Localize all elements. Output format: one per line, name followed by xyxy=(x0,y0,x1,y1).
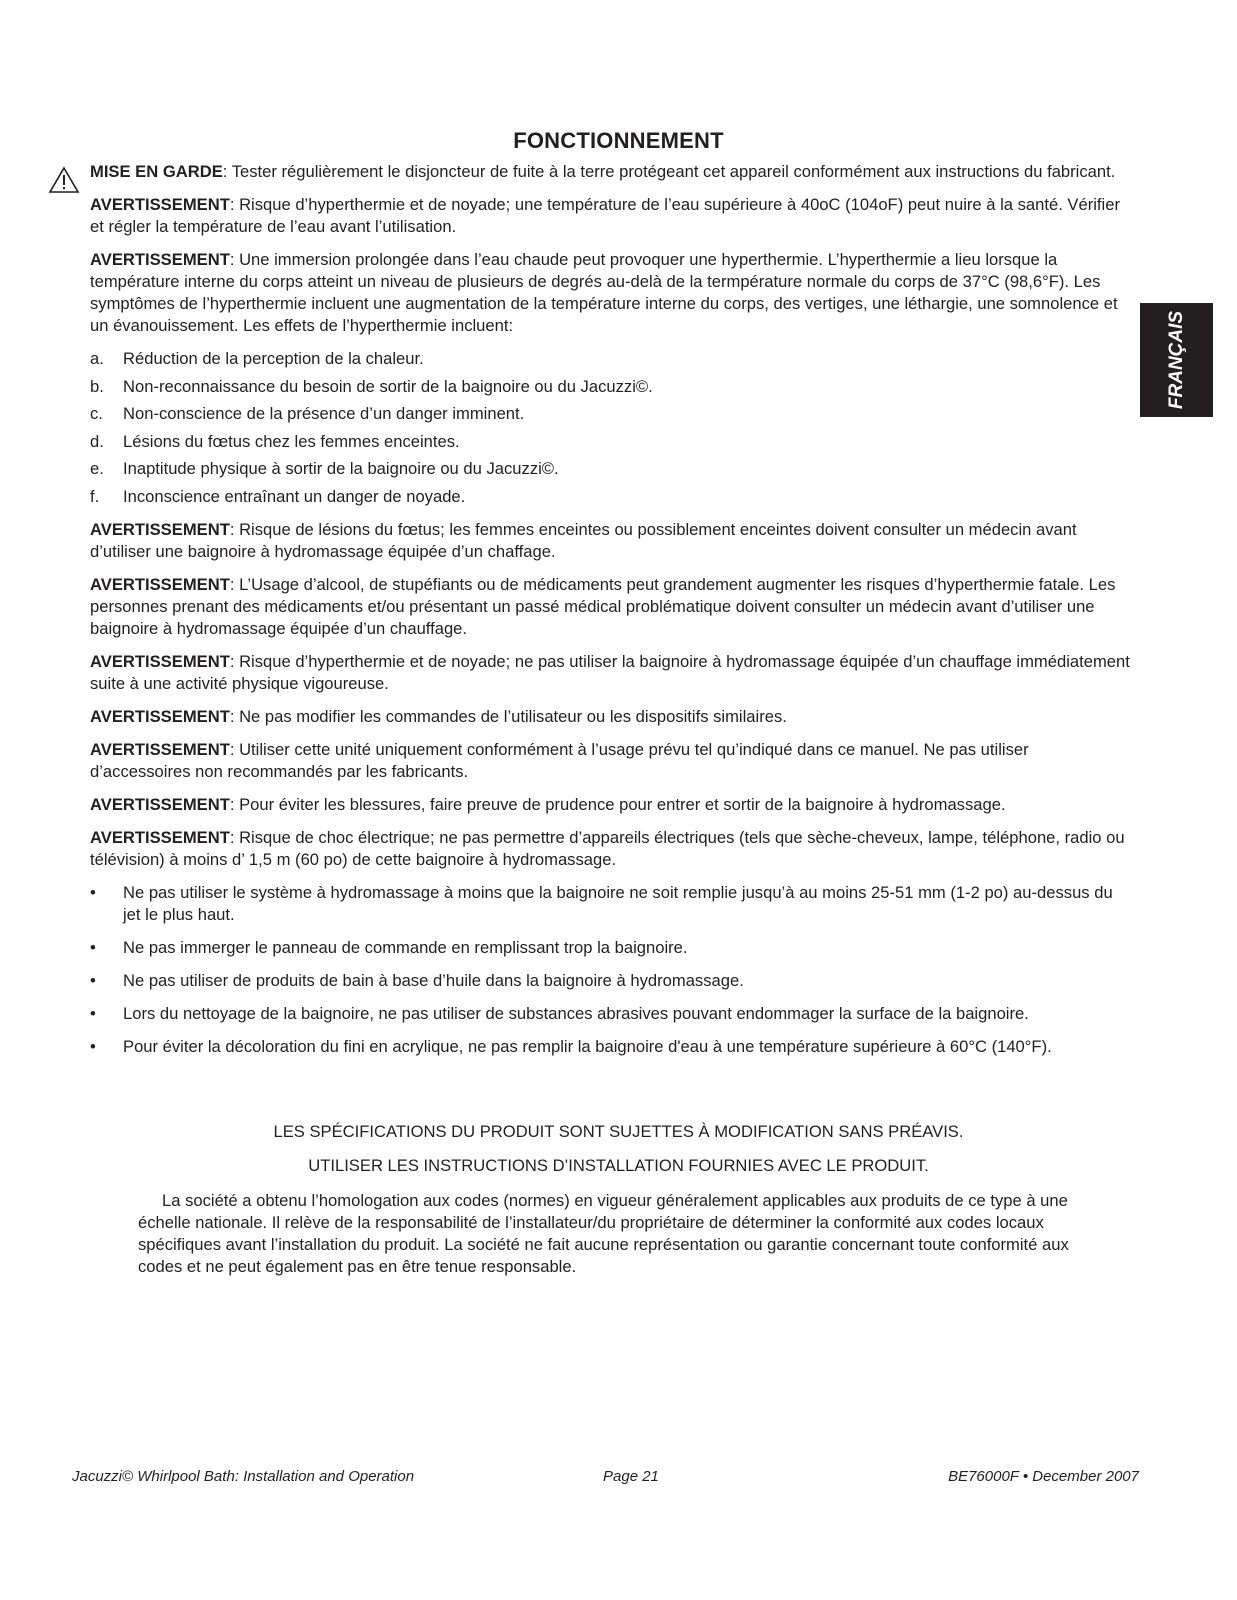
bullet-marker: • xyxy=(90,882,96,902)
list-item xyxy=(90,403,1130,425)
warning-lead: AVERTISSEMENT xyxy=(90,706,230,726)
warning-paragraph xyxy=(90,249,1130,337)
list-item xyxy=(90,348,1130,370)
footer-document-title: Jacuzzi© Whirlpool Bath: Installation and Operation xyxy=(72,1468,415,1485)
hyperthermia-effects-list xyxy=(90,348,1130,508)
list-item-text: Inaptitude physique à sortir de la baignoire ou du Jacuzzi©. xyxy=(123,459,559,478)
caution-paragraph xyxy=(90,161,1130,183)
caution-lead: MISE EN GARDE xyxy=(90,162,223,181)
warning-paragraph xyxy=(90,739,1130,783)
warning-lead: AVERTISSEMENT xyxy=(90,794,230,814)
warning-lead: AVERTISSEMENT xyxy=(90,250,230,269)
list-marker: f. xyxy=(90,486,100,506)
footer-document-code: BE76000F • December 2007 xyxy=(948,1468,1139,1485)
bullet-marker: • xyxy=(90,1003,96,1023)
bullet-marker: • xyxy=(90,1036,96,1056)
list-item-text: Lésions du fœtus chez les femmes enceintes. xyxy=(123,431,460,451)
warning-text: : Pour éviter les blessures, faire preuve de prudence pour entrer et sortir de la baignoire à hydromassage. xyxy=(229,794,1006,814)
warning-paragraph xyxy=(90,794,1130,816)
warning-lead: AVERTISSEMENT xyxy=(90,195,230,214)
warnings-section xyxy=(90,161,1130,1069)
warning-paragraph xyxy=(90,706,1130,728)
list-item-text: Réduction de la perception de la chaleur. xyxy=(123,349,424,368)
warning-paragraph xyxy=(90,519,1130,563)
warning-text: : Ne pas modifier les commandes de l’utilisateur ou les dispositifs similaires. xyxy=(229,706,787,726)
precautions-list xyxy=(90,882,1130,1058)
list-item-text: Pour éviter la décoloration du fini en acrylique, ne pas remplir la baignoire d'eau à une température supérieure à 60°C (140°F). xyxy=(123,1036,1052,1056)
warning-lead: AVERTISSEMENT xyxy=(90,574,230,594)
list-marker: c. xyxy=(90,404,103,423)
list-item xyxy=(90,882,1130,926)
warning-text: : L’Usage d’alcool, de stupéfiants ou de médicaments peut grandement augmenter les risques d’hyperthermie fatale. Les personnes prenant des médicaments et/ou présentant un passé médical problématique doivent consulter un médecin avant d’utiliser une baignoire à hydromassage équipée d’un chauffage. xyxy=(90,574,1116,638)
list-item-text: Ne pas utiliser de produits de bain à base d’huile dans la baignoire à hydromassage. xyxy=(123,970,744,990)
footer-page-number: Page 21 xyxy=(603,1468,659,1485)
list-item xyxy=(90,1036,1130,1058)
list-item xyxy=(90,486,1130,508)
list-item-text: Ne pas utiliser le système à hydromassage à moins que la baignoire ne soit remplie jusqu’à au moins 25-51 mm (1-2 po) au-dessus du jet le plus haut. xyxy=(123,882,1113,924)
warning-text: : Une immersion prolongée dans l’eau chaude peut provoquer une hyperthermie. L’hyperthermie a lieu lorsque la température interne du corps atteint un niveau de plusieurs de degrés au-delà de la termpérature normale du corps de 37°C (98,6°F). Les symptômes de l’hyperthermie incluent une augmentation de la température interne du corps, des vertiges, une léthargie, une somnolence et un évanouissement. Les effets de l’hyperthermie incluent: xyxy=(90,250,1118,335)
warning-triangle-icon xyxy=(48,166,80,194)
bullet-marker: • xyxy=(90,937,96,957)
warning-paragraph xyxy=(90,827,1130,871)
warning-text: : Risque de choc électrique; ne pas permettre d’appareils électriques (tels que sèche-cheveux, lampe, téléphone, radio ou télévision) à moins d’ 1,5 m (60 po) de cette baignoire à hydromassage. xyxy=(90,827,1125,869)
language-tab xyxy=(1140,303,1213,417)
list-item-text: Non-conscience de la présence d’un danger imminent. xyxy=(123,404,525,423)
page-title: FONCTIONNEMENT xyxy=(513,128,724,153)
list-item xyxy=(90,376,1130,398)
warning-paragraph xyxy=(90,574,1130,640)
warning-text: : Risque d’hyperthermie et de noyade; une température de l’eau supérieure à 40oC (104oF) peut nuire à la santé. Vérifier et régler la température de l’eau avant l’utilisation. xyxy=(90,195,1120,236)
list-item-text: Lors du nettoyage de la baignoire, ne pas utiliser de substances abrasives pouvant endommager la surface de la baignoire. xyxy=(123,1003,1029,1023)
warning-lead: AVERTISSEMENT xyxy=(90,651,230,671)
warning-lead: AVERTISSEMENT xyxy=(90,739,230,759)
list-marker: d. xyxy=(90,431,104,451)
warning-lead: AVERTISSEMENT xyxy=(90,519,230,539)
list-marker: a. xyxy=(90,349,104,368)
warning-text: : Risque d’hyperthermie et de noyade; ne pas utiliser la baignoire à hydromassage équipée d’un chauffage immédiatement suite à une activité physique vigoureuse. xyxy=(90,651,1130,693)
list-item-text: Non-reconnaissance du besoin de sortir de la baignoire ou du Jacuzzi©. xyxy=(123,376,653,396)
warning-paragraph xyxy=(90,194,1130,238)
list-marker: b. xyxy=(90,376,104,396)
specifications-notice: LES SPÉCIFICATIONS DU PRODUIT SONT SUJETTES À MODIFICATION SANS PRÉAVIS. xyxy=(273,1122,964,1141)
list-item xyxy=(90,970,1130,992)
list-marker: e. xyxy=(90,459,104,478)
installation-notice: UTILISER LES INSTRUCTIONS D’INSTALLATION FOURNIES AVEC LE PRODUIT. xyxy=(308,1156,929,1175)
warning-text: : Utiliser cette unité uniquement conformément à l’usage prévu tel qu’indiqué dans ce manuel. Ne pas utiliser d’accessoires non recommandés par les fabricants. xyxy=(90,739,1029,781)
warning-lead: AVERTISSEMENT xyxy=(90,827,230,847)
list-item-text: Inconscience entraînant un danger de noyade. xyxy=(123,486,466,506)
list-item xyxy=(90,937,1130,959)
company-disclaimer: La société a obtenu l’homologation aux codes (normes) en vigueur généralement applicables aux produits de ce type à une échelle nationale. Il relève de la responsabilité de l’installateur/du propriétaire de déterminer la conformité aux codes locaux spécifiques avant l’installation du produit. La société ne fait aucune représentation ou garantie concernant toute conformité aux codes et ne peut également pas en être tenue responsable. xyxy=(138,1191,1069,1276)
language-tab-label: FRANÇAIS xyxy=(1165,310,1187,410)
bullet-marker: • xyxy=(90,970,96,990)
list-item xyxy=(90,1003,1130,1025)
list-item-text: Ne pas immerger le panneau de commande en remplissant trop la baignoire. xyxy=(123,937,688,957)
caution-text: : Tester régulièrement le disjoncteur de fuite à la terre protégeant cet appareil conformément aux instructions du fabricant. xyxy=(222,162,1116,181)
warning-paragraph xyxy=(90,651,1130,695)
list-item xyxy=(90,458,1130,480)
list-item xyxy=(90,431,1130,453)
warning-text: : Risque de lésions du fœtus; les femmes enceintes ou possiblement enceintes doivent consulter un médecin avant d’utiliser une baignoire à hydromassage équipée d’un chaffage. xyxy=(90,519,1077,561)
